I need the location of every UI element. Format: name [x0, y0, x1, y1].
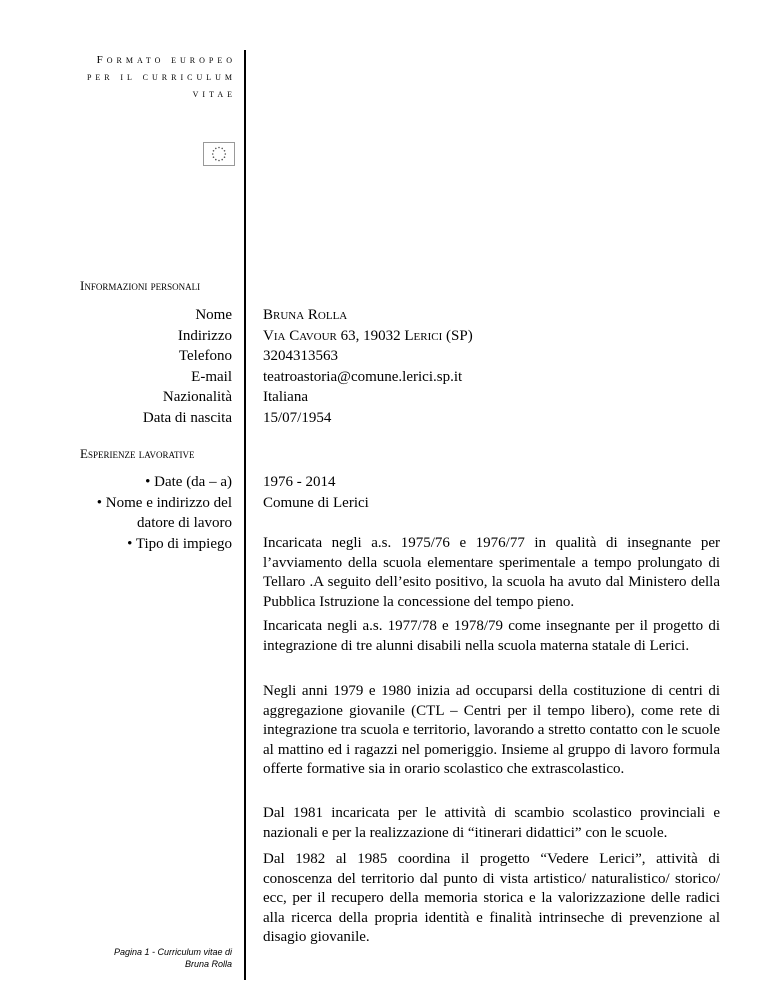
value-dates: 1976 - 2014: [263, 474, 336, 490]
value-address: Via Cavour 63, 19032 Lerici (SP): [263, 327, 473, 344]
footer-line-1: Pagina 1 - Curriculum vitae di: [113, 947, 232, 957]
page-footer: [114, 946, 232, 970]
header-line-1: Formato europeo: [96, 54, 236, 66]
value-name: Bruna Rolla: [263, 307, 348, 323]
label-name: Nome: [195, 307, 232, 323]
label-employer-1: • Nome e indirizzo del: [96, 494, 232, 511]
work-paragraph-5: Dal 1982 al 1985 coordina il progetto “Vedere Lerici”, attività di conoscenza del territorio dal punto di vista artistico/ naturalistico/ storico/ ecc, per il recupero della memoria storica e la valorizzazione delle radici alla ricerca della propria identità e finalità intrinseche di prevenzione al disagio giovanile.: [263, 851, 720, 945]
value-email[interactable]: teatroastoria@comune.lerici.sp.it: [263, 368, 463, 385]
value-phone: 3204313563: [263, 348, 338, 364]
label-birthdate: Data di nascita: [142, 409, 232, 426]
work-values: [263, 472, 369, 513]
work-paragraph-4: Dal 1981 incaricata per le attività di scambio scolastico provinciali e nazionali e per la realizzazione di “itinerari didattici” con le scuole.: [263, 805, 720, 841]
value-employer: Comune di Lerici: [263, 494, 369, 511]
header-line-2: per il curriculum: [86, 71, 236, 83]
personal-values: [263, 305, 473, 428]
cv-header: [87, 52, 236, 103]
section-title-personal: Informazioni personali: [80, 278, 201, 293]
label-employer-2: datore di lavoro: [137, 515, 232, 531]
label-type: • Tipo di impiego: [127, 535, 232, 552]
work-paragraph-2: Incaricata negli a.s. 1977/78 e 1978/79 come insegnante per il progetto di integrazione di tre alunni disabili nella scuola materna statale di Lerici.: [263, 618, 720, 654]
eu-flag-icon: [203, 142, 235, 166]
section-title-work: Esperienze lavorative: [80, 446, 195, 461]
label-address: Indirizzo: [177, 327, 232, 344]
label-email: E-mail: [191, 368, 232, 385]
footer-line-2: Bruna Rolla: [184, 959, 232, 969]
personal-labels: [143, 305, 232, 428]
value-nationality: Italiana: [263, 389, 308, 405]
work-paragraph-3: Negli anni 1979 e 1980 inizia ad occuparsi della costituzione di centri di aggregazione giovanile (CTL – Centri per il tempo libero), come rete di integrazione tra scuola e territorio, lavorando a stretto contatto con le scuole al mattino ed i ragazzi nel pomeriggio. Insieme al gruppo di lavoro formula offerte formative sia in orario scolastico che extrascolastico.: [263, 683, 720, 777]
label-dates: • Date (da – a): [145, 474, 232, 490]
vertical-divider: [244, 50, 246, 980]
label-phone: Telefono: [178, 348, 232, 364]
work-labels: [97, 472, 232, 554]
work-paragraph-1: Incaricata negli a.s. 1975/76 e 1976/77 in qualità di insegnante per l’avviamento della scuola elementare sperimentale a tempo prolungato di Tellaro .A seguito dell’esito positivo, la scuola ha avuto dal Ministero della Pubblica Istruzione la concessione del tempo pieno.: [263, 535, 720, 610]
header-line-3: vitae: [192, 88, 236, 100]
label-nationality: Nazionalità: [162, 389, 232, 405]
value-birthdate: 15/07/1954: [263, 409, 332, 426]
